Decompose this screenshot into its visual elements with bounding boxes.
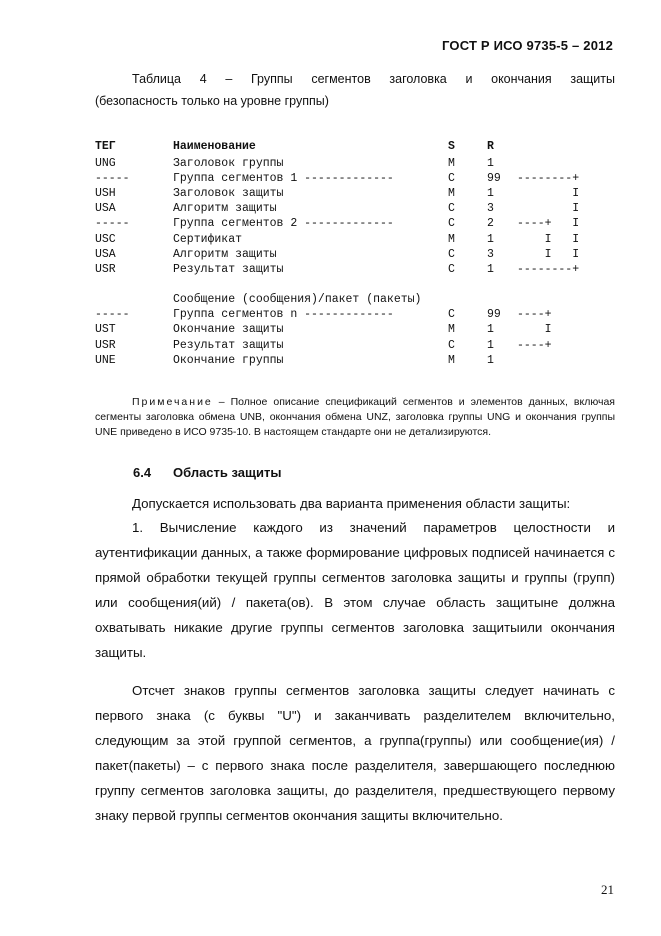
paragraph-count: Отсчет знаков группы сегментов заголовка защиты следует начинать с первого знака (с буквы "U") и заканчивать разделителем включительно, следующим за этой группой сегментов, а группа(группы) или сообщение(ия) /пакет(пакеты) – с первого знака после разделителя, завершающего последнюю группу сегментов заголовка защиты, до разделителя, предшествующего первому знаку первой группы сегментов окончания защиты включительно. xyxy=(95,683,615,823)
document-header: ГОСТ Р ИСО 9735-5 – 2012 xyxy=(442,38,613,53)
table-header-tag: ТЕГ xyxy=(95,140,116,153)
table-row-name: Результат защиты xyxy=(173,263,284,276)
table-row-r: 3 xyxy=(487,202,494,215)
table-row-message-label: Сообщение (сообщения)/пакет (пакеты) xyxy=(173,293,422,306)
table-row-group-lines: ----+ xyxy=(517,339,552,352)
table-row-r: 1 xyxy=(487,339,494,352)
table-row-r: 99 xyxy=(487,308,501,321)
table-row-name: Группа сегментов 2 ------------- xyxy=(173,217,394,230)
table-row-group-lines: --------+ xyxy=(517,172,580,185)
table-note xyxy=(95,395,615,440)
table-row-s: C xyxy=(448,263,455,276)
table-row-name: Заголовок защиты xyxy=(173,187,284,200)
table-row-r: 1 xyxy=(487,233,494,246)
table-row-r: 3 xyxy=(487,248,494,261)
table-row-group-lines: I xyxy=(517,202,580,215)
table-row-r: 1 xyxy=(487,187,494,200)
note-label: Примечание xyxy=(132,396,213,408)
section-number: 6.4 xyxy=(133,465,152,480)
table-row-s: M xyxy=(448,233,455,246)
table-row-r: 1 xyxy=(487,263,494,276)
table-row-s: C xyxy=(448,217,455,230)
table-row-name: Результат защиты xyxy=(173,339,284,352)
table-row-group-lines: I I xyxy=(517,233,580,246)
table-row-name: Сертификат xyxy=(173,233,243,246)
section-title: Область защиты xyxy=(173,465,282,480)
paragraph-intro: Допускается использовать два варианта применения области защиты: xyxy=(132,496,571,511)
table-row-group-lines: I xyxy=(517,187,580,200)
table-caption-line2: (безопасность только на уровне группы) xyxy=(95,94,329,108)
table-row-name: Алгоритм защиты xyxy=(173,202,277,215)
paragraph-item-1: 1. Вычисление каждого из значений параметров целостности и аутентификации данных, а также формирование цифровых подписей начинается с прямой обработки текущей группы сегментов заголовка защиты и группы (групп) или сообщения(ий) / пакета(ов). В этом случае область защитыне должна охватывать никакие другие группы сегментов заголовка защитыили окончания защиты. xyxy=(95,520,615,660)
table-row-s: C xyxy=(448,339,455,352)
table-row-name: Окончание защиты xyxy=(173,323,284,336)
table-header-name: Наименование xyxy=(173,140,256,153)
table-row-tag: UNE xyxy=(95,354,116,367)
table-row-tag: ----- xyxy=(95,308,130,321)
table-row-r: 2 xyxy=(487,217,494,230)
table-row-tag: USR xyxy=(95,339,116,352)
table-row-group-lines: I I xyxy=(517,248,580,261)
table-header-s: S xyxy=(448,140,455,153)
table-row-name: Группа сегментов 1 ------------- xyxy=(173,172,394,185)
table-row-tag: USA xyxy=(95,202,116,215)
table-row-tag: USH xyxy=(95,187,116,200)
table-row-s: M xyxy=(448,323,455,336)
table-row-s: M xyxy=(448,354,455,367)
table-row-tag: USC xyxy=(95,233,116,246)
table-row-s: M xyxy=(448,187,455,200)
table-caption-line1: Таблица 4 – Группы сегментов заголовка и окончания защиты xyxy=(132,72,615,86)
table-row-tag: UNG xyxy=(95,157,116,170)
table-row-tag: USR xyxy=(95,263,116,276)
table-row-s: C xyxy=(448,172,455,185)
table-row-r: 99 xyxy=(487,172,501,185)
table-row-group-lines: --------+ xyxy=(517,263,580,276)
table-row-s: C xyxy=(448,202,455,215)
table-row-s: M xyxy=(448,157,455,170)
table-row-tag: UST xyxy=(95,323,116,336)
note-text: – Полное описание спецификаций сегментов и элементов данных, включая сегменты заголовка обмена UNB, окончания обмена UNZ, заголовка группы UNG и окончания группы UNE приведено в ИСО 9735-10. В настоящем стандарте они не детализируются. xyxy=(95,396,615,438)
table-row-group-lines: ----+ I xyxy=(517,217,580,230)
table-row-r: 1 xyxy=(487,354,494,367)
table-row-name: Группа сегментов n ------------- xyxy=(173,308,394,321)
section-heading xyxy=(133,465,281,480)
table-row-group-lines: I xyxy=(517,323,552,336)
table-row-tag: ----- xyxy=(95,217,130,230)
table-row-s: C xyxy=(448,248,455,261)
table-row-r: 1 xyxy=(487,157,494,170)
table-row-s: C xyxy=(448,308,455,321)
table-row-tag: ----- xyxy=(95,172,130,185)
table-row-name: Алгоритм защиты xyxy=(173,248,277,261)
table-row-group-lines: ----+ xyxy=(517,308,552,321)
table-row-r: 1 xyxy=(487,323,494,336)
table-row-tag: USA xyxy=(95,248,116,261)
table-row-name: Окончание группы xyxy=(173,354,284,367)
page-number: 21 xyxy=(601,882,614,897)
table-header-r: R xyxy=(487,140,494,153)
table-row-name: Заголовок группы xyxy=(173,157,284,170)
